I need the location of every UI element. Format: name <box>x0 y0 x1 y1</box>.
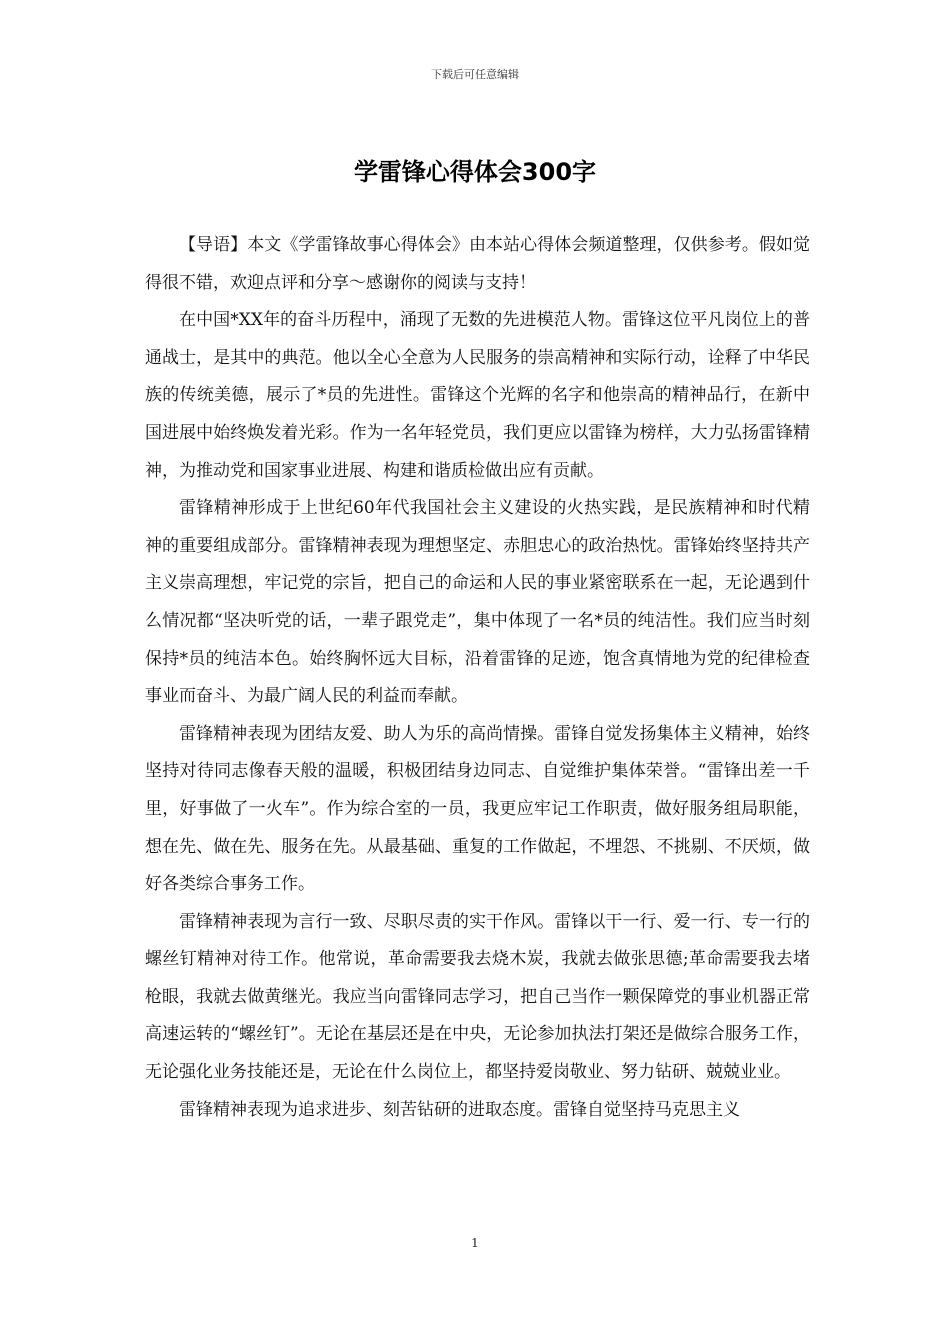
paragraph: 雷锋精神形成于上世纪60年代我国社会主义建设的火热实践，是民族精神和时代精神的重要组成部分。雷锋精神表现为理想坚定、赤胆忠心的政治热忱。雷锋始终坚持共产主义崇高理想，牢记党的宗旨，把自己的命运和人民的事业紧密联系在一起，无论遇到什么情况都“坚决听党的话，一辈子跟党走”，集中体现了一名*员的纯洁性。我们应当时刻保持*员的纯洁本色。始终胸怀远大目标，沿着雷锋的足迹，饱含真情地为党的纪律检查事业而奋斗、为最广阔人民的利益而奉献。 <box>145 498 810 707</box>
paragraph: 雷锋精神表现为追求进步、刻苦钻研的进取态度。雷锋自觉坚持马克思主义 <box>179 1099 740 1120</box>
page-header: 下载后可任意编辑 <box>431 68 519 81</box>
document-body <box>145 227 810 1129</box>
page-number: 1 <box>471 1236 479 1250</box>
paragraph: 雷锋精神表现为团结友爱、助人为乐的高尚情操。雷锋自觉发扬集体主义精神，始终坚持对待同志像春天般的温暖，积极团结身边同志、自觉维护集体荣誉。“雷锋出差一千里，好事做了一火车”。作为综合室的一员，我更应牢记工作职责，做好服务组局职能，想在先、做在先、服务在先。从最基础、重复的工作做起，不埋怨、不挑剔、不厌烦，做好各类综合事务工作。 <box>145 723 810 895</box>
paragraph-intro: 【导语】本文《学雷锋故事心得体会》由本站心得体会频道整理，仅供参考。假如觉得很不错，欢迎点评和分享～感谢你的阅读与支持！ <box>145 235 810 293</box>
paragraph: 雷锋精神表现为言行一致、尽职尽责的实干作风。雷锋以干一行、爱一行、专一行的螺丝钉精神对待工作。他常说，革命需要我去烧木炭，我就去做张思德;革命需要我去堵枪眼，我就去做黄继光。我应当向雷锋同志学习，把自己当作一颗保障党的事业机器正常高速运转的“螺丝钉”。无论在基层还是在中央，无论参加执法打架还是做综合服务工作，无论强化业务技能还是，无论在什么岗位上，都坚持爱岗敬业、努力钻研、兢兢业业。 <box>145 911 810 1083</box>
paragraph: 在中国*XX年的奋斗历程中，涌现了无数的先进模范人物。雷锋这位平凡岗位上的普通战士，是其中的典范。他以全心全意为人民服务的崇高精神和实际行动，诠释了中华民族的传统美德，展示了*员的先进性。雷锋这个光辉的名字和他崇高的精神品行，在新中国进展中始终焕发着光彩。作为一名年轻党员，我们更应以雷锋为榜样，大力弘扬雷锋精神，为推动党和国家事业进展、构建和谐质检做出应有贡献。 <box>145 310 810 481</box>
document-title: 学雷锋心得体会300字 <box>353 158 597 186</box>
